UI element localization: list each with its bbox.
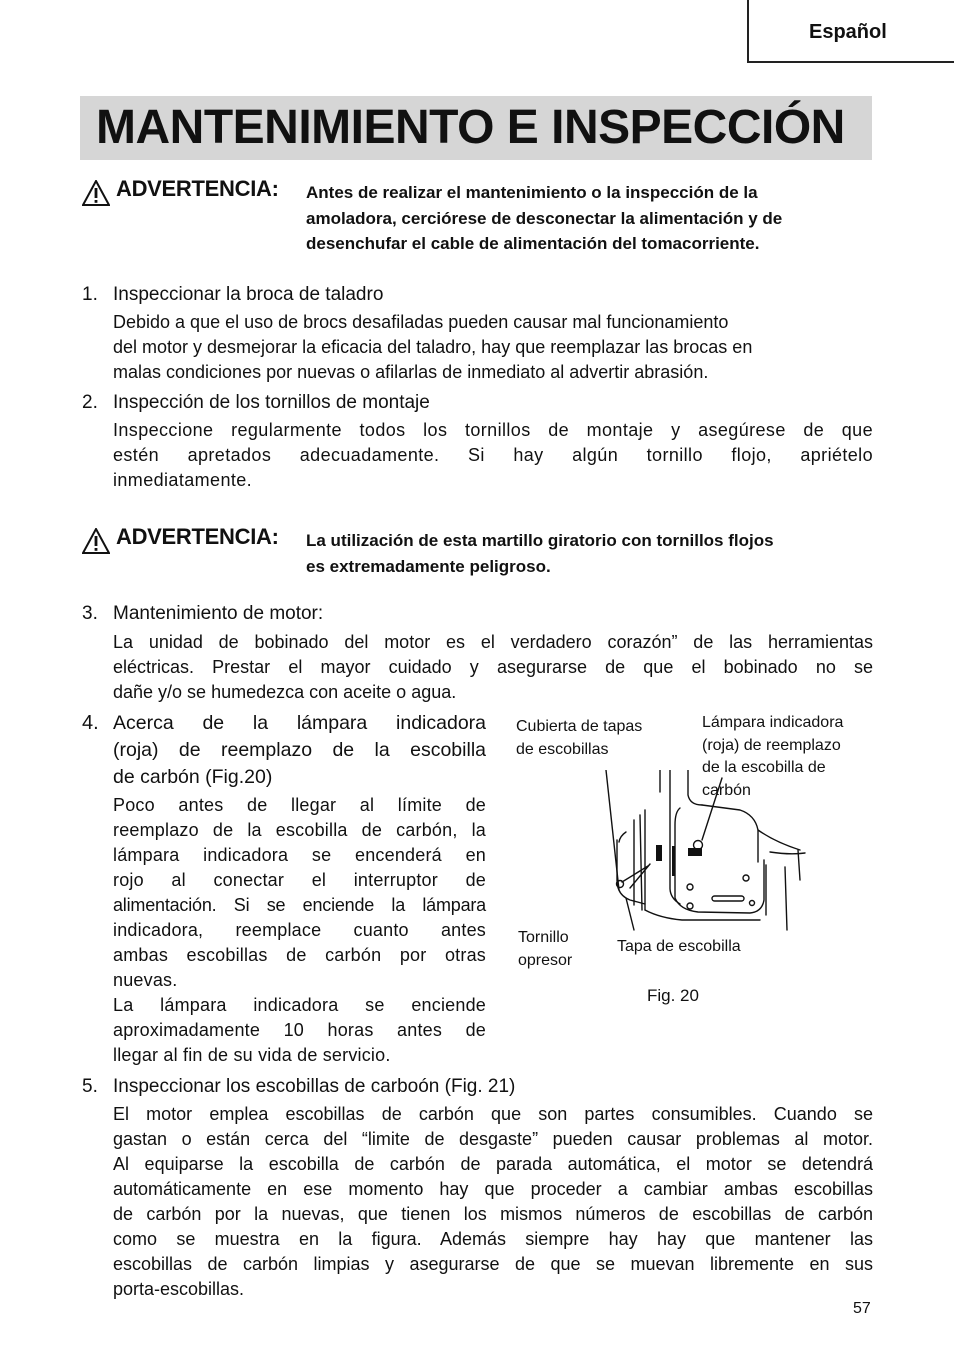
label-line: (roja) de reemplazo [702,736,841,754]
body-line: escobillas de carbón limpias y asegurarse de que se muevan libremente en sus [113,1254,873,1274]
body-line: ambas escobillas de carbón por otras [113,945,486,965]
warning-label: ADVERTENCIA: [116,524,279,549]
body-line: automáticamente en ese momento hay que proceder a cambiar ambas escobillas [113,1179,873,1199]
warning-line: desenchufar el cable de alimentación del tomacorriente. [306,234,760,253]
item-body [113,793,486,1068]
heading-line: (roja) de reemplazo de la escobilla [113,739,486,761]
item-heading: Inspeccionar la broca de taladro [113,284,384,305]
label-brush-cover [516,716,642,761]
item-number: 2. [82,392,98,413]
item-heading [113,710,486,791]
warning-line: amoladora, cerciórese de desconectar la alimentación y de [306,208,783,228]
warning-triangle-icon [82,180,110,206]
leader-line-lamp [702,778,722,840]
warning-text [306,528,872,579]
item-number: 3. [82,603,98,624]
label-line: Cubierta de tapas [516,718,643,735]
warning-text [306,180,872,257]
label-line: de escobillas [516,740,609,758]
body-line: malas condiciones por nuevas o afilarlas de inmediato al advertir abrasión. [113,362,709,382]
body-line: nuevas. [113,970,178,990]
item-heading: Mantenimiento de motor: [113,603,324,624]
label-brush-cap: Tapa de escobilla [617,938,741,955]
item-body [113,418,873,493]
body-line: Inspeccione regularmente todos los tornillos de montaje y asegúrese de que [113,420,873,440]
warning-line: Antes de realizar el mantenimiento o la inspección de la [306,183,758,202]
body-line: de carbón por la nuevas, que tienen los mismos números de escobillas de carbón [113,1204,873,1224]
body-line: dañe y/o se humedezca con aceite o agua. [113,682,457,702]
heading-line: Acerca de la lámpara indicadora [113,712,486,734]
language-label: Español [809,21,887,43]
body-line: alimentación. Si se enciende la lámpara [113,895,486,915]
brush-cover-illustration [590,770,810,935]
body-line: Debido a que el uso de brocs desafiladas pueden causar mal funcionamiento [113,312,729,332]
body-line: El motor emplea escobillas de carbón que son partes consumibles. Cuando se [113,1104,873,1124]
label-line: carbón [702,781,751,799]
body-line: estén apretados adecuadamente. Si hay algún tornillo flojo, apriételo [113,445,873,465]
language-tab [747,0,954,63]
item-body [113,1102,873,1302]
label-line: Lámpara indicadora [702,714,844,731]
title-bar [80,96,872,160]
body-line: lámpara indicadora se encenderá en [113,845,486,865]
item-body [113,630,873,705]
label-line: opresor [518,951,573,969]
item-number: 5. [82,1076,98,1097]
body-line: inmediatamente. [113,470,253,490]
warning-triangle-icon [82,528,110,554]
item-heading: Inspeccionar los escobillas de carboón (Fig. 21) [113,1076,516,1097]
body-line: gastan o están cerca del “limite de desgaste” pueden causar problemas al motor. [113,1129,873,1149]
body-line: porta-escobillas. [113,1279,245,1299]
warning-line: La utilización de esta martillo giratorio con tornillos flojos [306,531,774,550]
page-number: 57 [853,1300,871,1317]
warning-label: ADVERTENCIA: [116,176,279,201]
heading-line: de carbón (Fig.20) [113,766,273,788]
page-title: MANTENIMIENTO E INSPECCIÓN [96,101,845,154]
body-line: reemplazo de la escobilla de carbón, la [113,820,486,840]
body-line: La unidad de bobinado del motor es el verdadero corazón” de las herramientas [113,632,873,652]
body-line: indicadora, reemplace cuanto antes [113,920,486,940]
warning-line: es extremadamente peligroso. [306,556,551,576]
figure-caption: Fig. 20 [647,986,699,1005]
label-set-screw [518,927,572,972]
body-line: Al equiparse la escobilla de carbón de parada automática, el motor se detendrá [113,1154,873,1174]
item-number: 4. [82,712,99,734]
item-body [113,310,873,385]
body-line: aproximadamente 10 horas antes de [113,1020,486,1040]
label-line: Tornillo [518,929,569,946]
body-line: como se muestra en la figura. Además siempre hay hay que mantener las [113,1229,873,1249]
body-line: llegar al fin de su vida de servicio. [113,1045,391,1065]
item-number: 1. [82,284,98,305]
body-line: rojo al conectar el interruptor de [113,870,486,890]
body-line: eléctricas. Prestar el mayor cuidado y asegurarse de que el bobinado no se [113,657,873,677]
body-line: Poco antes de llegar al límite de [113,795,486,815]
label-line: de la escobilla de [702,759,826,776]
body-line: La lámpara indicadora se enciende [113,995,486,1015]
item-heading: Inspección de los tornillos de montaje [113,392,430,413]
body-line: del motor y desmejorar la eficacia del taladro, hay que reemplazar las brocas en [113,337,753,357]
